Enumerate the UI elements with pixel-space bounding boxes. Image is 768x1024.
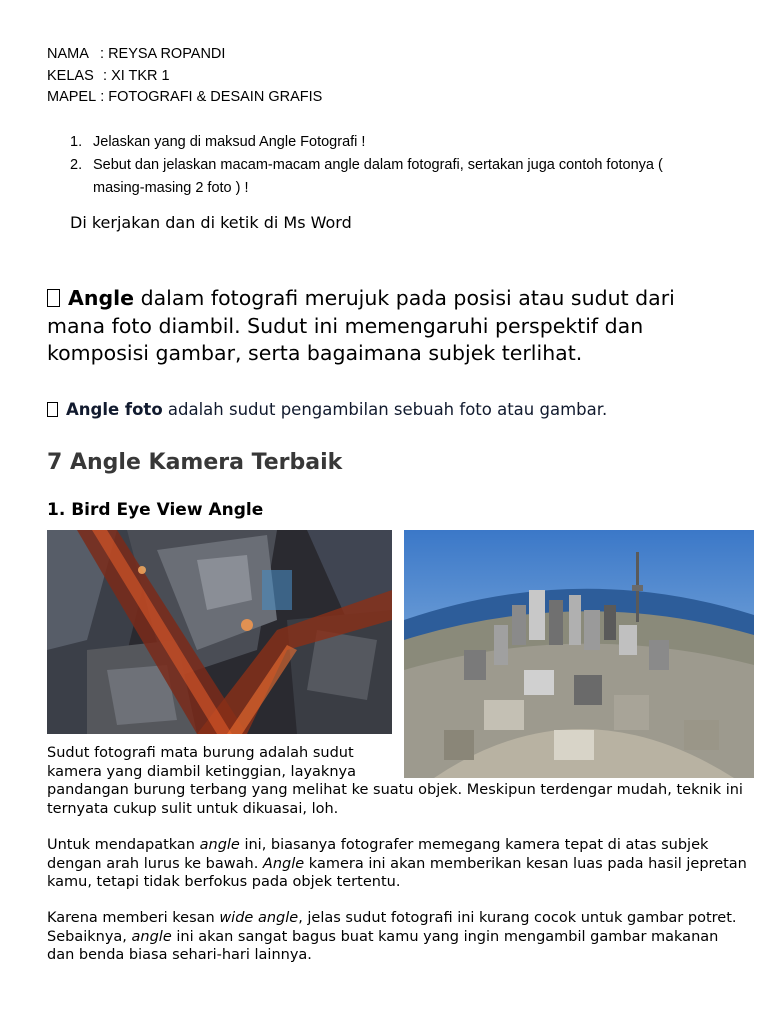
paragraph-intro-end: pandangan burung terbang yang melihat ke suatu objek. Meskipun terdengar mudah, teknik ini ternyata cukup sulit untuk dikuasai, loh. (47, 782, 743, 817)
angle-foto-term: Angle foto (66, 400, 163, 419)
text-segment: ini, biasanya fotografer memegang kamera tepat di atas subjek dengan arah lurus ke bawah. (47, 837, 709, 872)
mapel-label: MAPEL (47, 89, 97, 105)
question-text: Jelaskan yang di maksud Angle Fotografi ! (93, 134, 366, 150)
text-segment: Karena memberi kesan (47, 910, 220, 926)
angle-term: Angle (68, 286, 135, 310)
missing-glyph-icon (47, 402, 58, 417)
paragraph-usage (47, 909, 747, 965)
question-text: Sebut dan jelaskan macam-macam angle dalam fotografi, sertakan juga contoh fotonya ( masing-masing 2 foto ) ! (93, 157, 663, 196)
kelas-row: KELAS : XI TKR 1 (47, 66, 322, 88)
text-segment: Untuk mendapatkan (47, 837, 200, 853)
subsection-heading: 1. Bird Eye View Angle (47, 500, 264, 520)
missing-glyph-icon (47, 289, 60, 307)
list-item (70, 154, 710, 200)
instruction-note: Di kerjakan dan di ketik di Ms Word (70, 213, 352, 232)
angle-foto-definition-text: adalah sudut pengambilan sebuah foto atau gambar. (162, 400, 608, 419)
angle-definition (47, 285, 727, 368)
paragraph-technique (47, 836, 747, 892)
list-number: 1. (70, 134, 83, 150)
nama-label: NAMA (47, 46, 89, 62)
student-info (47, 44, 322, 109)
kelas-label: KELAS (47, 67, 94, 84)
list-number: 2. (70, 157, 83, 173)
italic-term: angle (199, 837, 240, 853)
list-item (70, 131, 710, 154)
text-segment: ini akan sangat bagus buat kamu yang ingin mengambil gambar makanan dan benda biasa sehari-hari lainnya. (47, 928, 719, 963)
kelas-value: XI TKR 1 (111, 67, 170, 84)
italic-term: wide angle (219, 910, 299, 926)
text-segment: kamera ini akan memberikan kesan luas pada hasil jepretan kamu, tetapi tidak berfokus pada objek tertentu. (47, 855, 747, 890)
bird-eye-night-street-photo (47, 530, 392, 734)
angle-foto-definition (47, 398, 737, 422)
angle-definition-text: dalam fotografi merujuk pada posisi atau sudut dari mana foto diambil. Sudut ini memengaruhi perspektif dan komposisi gambar, serta bagaimana subjek terlihat. (47, 286, 675, 365)
mapel-value: FOTOGRAFI & DESAIN GRAFIS (108, 89, 323, 105)
italic-term: angle (131, 928, 172, 945)
nama-value: REYSA ROPANDI (108, 46, 226, 62)
bird-eye-city-fisheye-photo (404, 530, 754, 778)
section-heading: 7 Angle Kamera Terbaik (47, 450, 343, 475)
nama-row: NAMA : REYSA ROPANDI (47, 44, 322, 66)
mapel-row: MAPEL : FOTOGRAFI & DESAIN GRAFIS (47, 87, 322, 109)
paragraph-intro-start: Sudut fotografi mata burung adalah sudut kamera yang diambil ketinggian, layaknya (47, 745, 356, 780)
text-segment: , jelas sudut fotografi ini kurang cocok untuk gambar potret. Sebaiknya, (47, 910, 737, 945)
question-list (70, 131, 710, 200)
italic-term: Angle (262, 855, 305, 872)
